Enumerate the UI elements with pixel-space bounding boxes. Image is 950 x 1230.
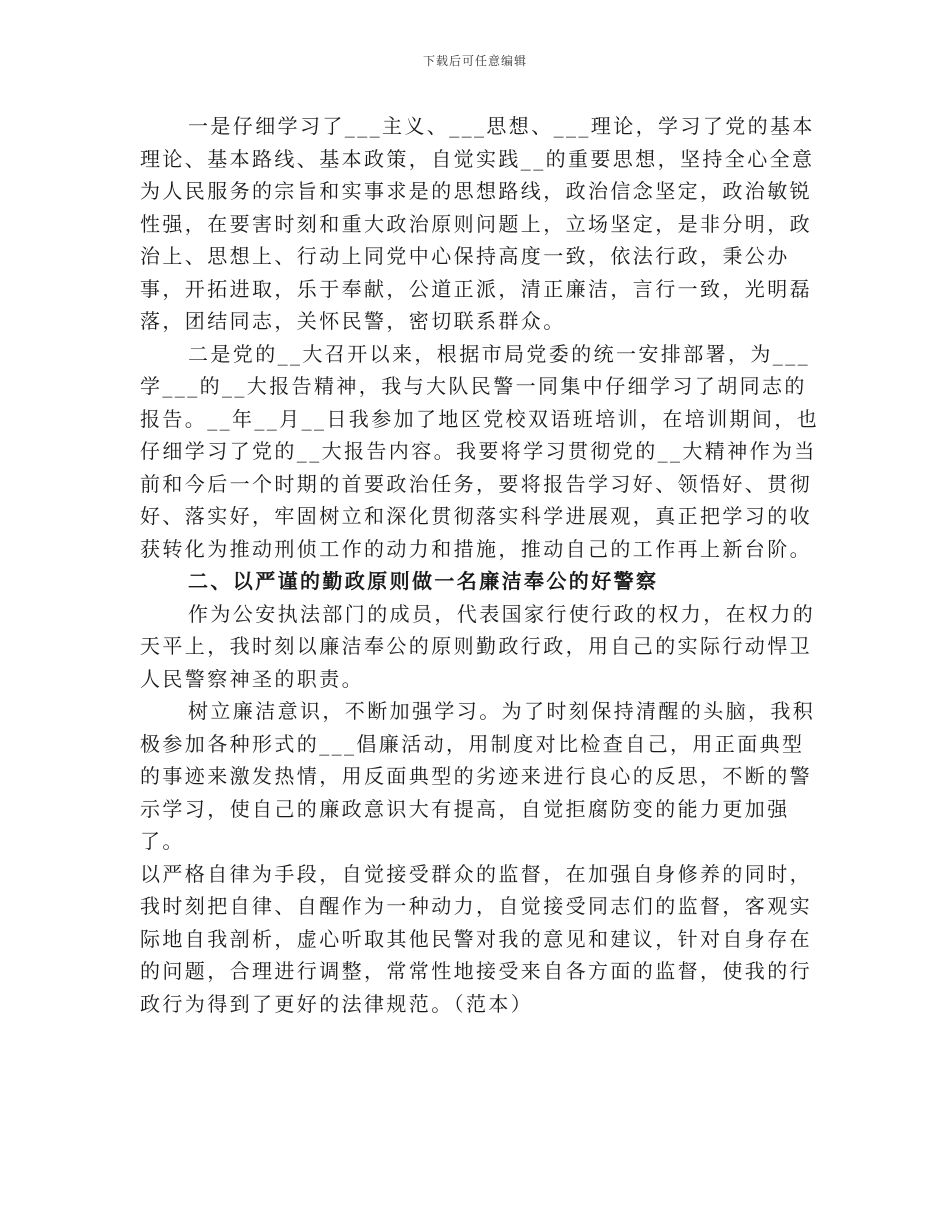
paragraph-self-discipline: 以严格自律为手段，自觉接受群众的监督，在加强自身修养的同时，我时刻把自律、自醒作为一种动力，自觉接受同志们的监督，客观实际地自我剖析，虚心听取其他民警对我的意见和建议，针对自身存在的问题，合理进行调整，常常性地接受来自各方面的监督，使我的行政行为得到了更好的法律规范。（范本）	[140, 861, 812, 1016]
document-body	[140, 110, 820, 1020]
paragraph-congress-report: 二是党的__大召开以来，根据市局党委的统一安排部署，为___学___的__大报告精神，我与大队民警一同集中仔细学习了胡同志的报告。__年__月__日我参加了地区党校双语班培训，在培训期间，也仔细学习了党的__大报告内容。我要将学习贯彻党的__大精神作为当前和今后一个时期的首要政治任务，要将报告学习好、领悟好、贯彻好、落实好，牢固树立和深化贯彻落实科学进展观，真正把学习的收获转化为推动刑侦工作的动力和措施，推动自己的工作再上新台阶。	[140, 341, 820, 561]
page-header: 下载后可任意编辑	[422, 54, 527, 68]
paragraph-study-theory: 一是仔细学习了___主义、___思想、___理论，学习了党的基本理论、基本路线、基本政策，自觉实践__的重要思想，坚持全心全意为人民服务的宗旨和实事求是的思想路线，政治信念坚定，政治敏锐性强，在要害时刻和重大政治原则问题上，立场坚定，是非分明，政治上、思想上、行动上同党中心保持高度一致，依法行政，秉公办事，开拓进取，乐于奉献，公道正派，清正廉洁，言行一致，光明磊落，团结同志，关怀民警，密切联系群众。	[140, 114, 815, 333]
section-heading: 二、以严谨的勤政原则做一名廉洁奉公的好警察	[188, 569, 659, 593]
paragraph-integrity-awareness: 树立廉洁意识，不断加强学习。为了时刻保持清醒的头脑，我积极参加各种形式的___倡廉活动，用制度对比检查自己，用正面典型的事迹来激发热情，用反面典型的劣迹来进行良心的反思，不断的警示学习，使自己的廉政意识大有提高，自觉拒腐防变的能力更加强了。	[140, 699, 816, 853]
paragraph-public-security: 作为公安执法部门的成员，代表国家行使行政的权力，在权力的天平上，我时刻以廉洁奉公的原则勤政行政，用自己的实际行动悍卫人民警察神圣的职责。	[140, 601, 816, 691]
